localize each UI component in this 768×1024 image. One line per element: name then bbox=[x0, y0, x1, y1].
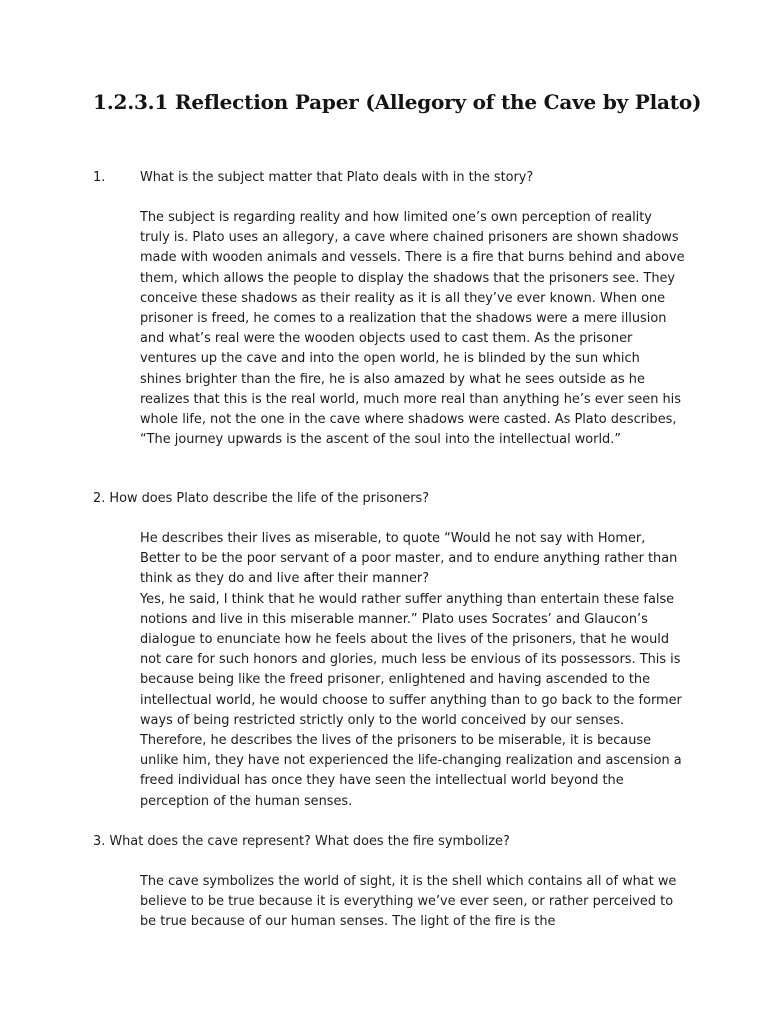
question-1-number: 1. bbox=[93, 170, 106, 185]
question-2-text: 2. How does Plato describe the life of the prisoners? bbox=[93, 491, 430, 506]
answer-1-paragraph-1: The subject is regarding reality and how limited one’s own perception of reality truly is. Plato uses an allegory, a cave where chained prisoners are shown shadows made with wooden animals and vessels. There is a fire that burns behind and above them, which allows the people to display the shadows that the prisoners see. They conceive these shadows as their reality as it is all they’ve ever known. When one prisoner is freed, he comes to a realization that the shadows were a mere illusion and what’s real were the wooden objects used to cast them. As the prisoner ventures up the cave and into the open world, he is blinded by the sun which shines brighter than the fire, he is also amazed by what he sees outside as he realizes that this is the real world, much more real than anything he’s ever seen his whole life, not the one in the cave where shadows were casted. As Plato describes, “The journey upwards is the ascent of the soul into the intellectual world.” bbox=[140, 210, 685, 448]
answer-3 bbox=[140, 872, 685, 933]
answer-2-paragraph-2: Yes, he said, I think that he would rather suffer anything than entertain these false notions and live in this miserable manner.” Plato uses Socrates’ and Glaucon’s dialogue to enunciate how he feels about the lives of the prisoners, that he would not care for such honors and glories, much less be envious of its possessors. This is because being like the freed prisoner, enlightened and having ascended to the intellectual world, he would choose to suffer anything than to go back to the former ways of being restricted strictly only to the world conceived by our senses. Therefore, he describes the lives of the prisoners to be miserable, it is because unlike him, they have not experienced the life-changing realization and ascension a freed individual has once they have seen the intellectual world beyond the perception of the human senses. bbox=[140, 591, 682, 809]
answer-1 bbox=[140, 208, 685, 450]
answer-2 bbox=[140, 529, 685, 812]
question-3-text: 3. What does the cave represent? What does the fire symbolize? bbox=[93, 834, 510, 849]
answer-3-paragraph-1: The cave symbolizes the world of sight, it is the shell which contains all of what we believe to be true because it is everything we’ve ever seen, or rather perceived to be true because of our human senses. The light of the fire is the bbox=[140, 874, 677, 930]
answer-2-paragraph-1: He describes their lives as miserable, to quote “Would he not say with Homer, Better to be the poor servant of a poor master, and to endure anything rather than think as they do and live after their manner? bbox=[140, 531, 678, 587]
document-title: 1.2.3.1 Reflection Paper (Allegory of the Cave by Plato) bbox=[93, 90, 702, 114]
question-1-text: What is the subject matter that Plato deals with in the story? bbox=[140, 170, 534, 185]
